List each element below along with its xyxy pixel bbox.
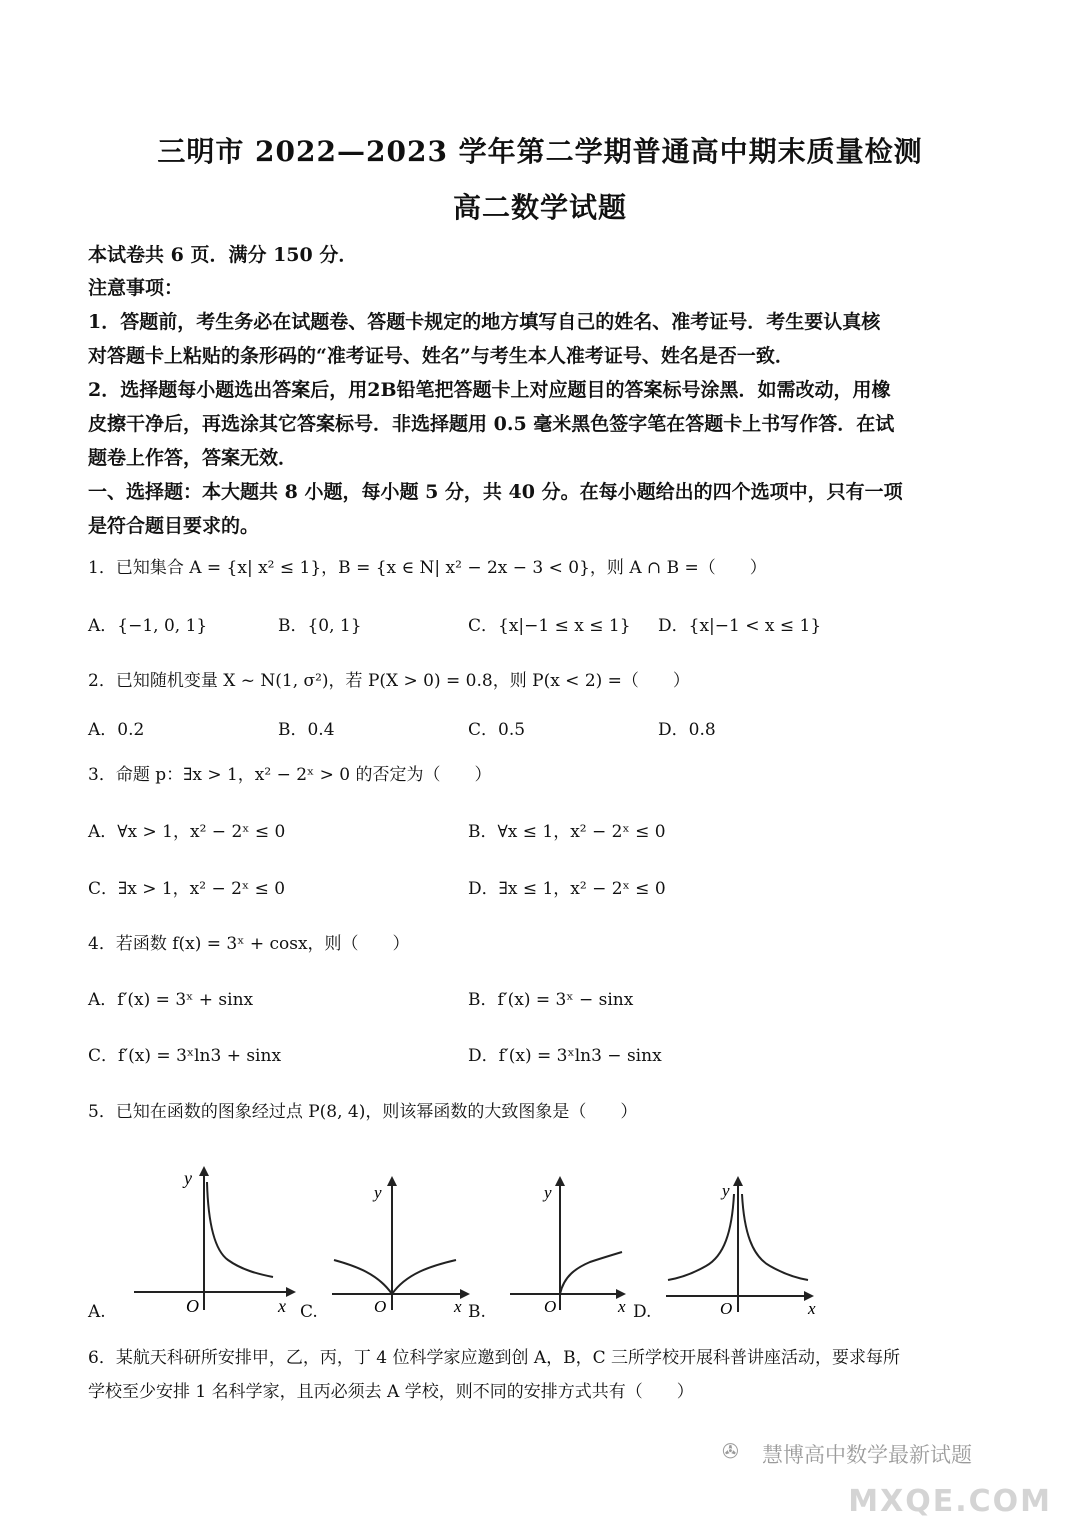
pages-score: 本试卷共 6 页．满分 150 分． xyxy=(88,244,358,266)
graph-d-curve-right xyxy=(742,1194,808,1280)
question-1-option-b: B．{0, 1} xyxy=(278,616,362,636)
graph-a-y-label: y xyxy=(184,1168,192,1188)
graph-a-x-label: x xyxy=(278,1296,286,1316)
question-5-graph-d xyxy=(662,1170,822,1320)
question-5-label-b: B. xyxy=(468,1302,486,1322)
watermark-site: MXQE.COM xyxy=(848,1484,1052,1519)
section-1-line-2: 是符合题目要求的。 xyxy=(88,515,260,537)
notice-title: 注意事项： xyxy=(88,277,184,299)
graph-a-svg xyxy=(128,1160,298,1320)
question-3-option-d: D．∃x ≤ 1，x² − 2ˣ ≤ 0 xyxy=(468,879,666,899)
exam-subtitle: 高二数学试题 xyxy=(452,191,627,224)
wechat-icon: ✇ xyxy=(722,1439,739,1463)
graph-b-svg xyxy=(506,1170,636,1320)
notice-2-line-2: 皮擦干净后，再选涂其它答案标号．非选择题用 0.5 毫米黑色签字笔在答题卡上书写作答．在试 xyxy=(88,413,895,435)
graph-c-x-label: x xyxy=(454,1297,462,1316)
question-6-line-2: 学校至少安排 1 名科学家，且丙必须去 A 学校，则不同的安排方式共有（ ） xyxy=(88,1382,694,1402)
graph-a-x-arrow xyxy=(286,1287,296,1297)
question-5-label-d: D. xyxy=(633,1302,652,1322)
graph-a-y-arrow xyxy=(199,1166,209,1176)
graph-d-y-label: y xyxy=(722,1181,730,1200)
question-5-label-c: C. xyxy=(300,1302,318,1322)
graph-b-x-label: x xyxy=(618,1297,626,1316)
graph-d-origin: O xyxy=(720,1299,733,1318)
question-3-stem: 3．命题 p：∃x > 1，x² − 2ˣ > 0 的否定为（ ） xyxy=(88,765,492,785)
question-3-option-b: B．∀x ≤ 1，x² − 2ˣ ≤ 0 xyxy=(468,822,666,842)
notice-2-line-1: 2．选择题每小题选出答案后，用2B铅笔把答题卡上对应题目的答案标号涂黑．如需改动，用橡 xyxy=(88,379,891,401)
graph-b-y-arrow xyxy=(555,1176,565,1186)
graph-c-svg xyxy=(326,1170,476,1320)
notice-1-line-1: 1．答题前，考生务必在试题卷、答题卡规定的地方填写自己的姓名、准考证号．考生要认真核 xyxy=(88,311,881,333)
question-1-option-d: D．{x|−1 < x ≤ 1} xyxy=(658,616,822,636)
graph-b-y-label: y xyxy=(544,1183,552,1202)
question-2-option-d: D．0.8 xyxy=(658,720,716,740)
question-1-stem: 1．已知集合 A = {x| x² ≤ 1}，B = {x ∈ N| x² − 2x − 3 < 0}，则 A ∩ B =（ ） xyxy=(88,558,767,578)
notice-1-line-2: 对答题卡上粘贴的条形码的“准考证号、姓名”与考生本人准考证号、姓名是否一致． xyxy=(88,345,794,367)
question-6-line-1: 6．某航天科研所安排甲，乙，丙，丁 4 位科学家应邀到创 A，B，C 三所学校开展科普讲座活动，要求每所 xyxy=(88,1348,901,1368)
question-5-graph-b xyxy=(506,1170,636,1320)
question-4-option-d: D．f′(x) = 3ˣln3 − sinx xyxy=(468,1046,662,1066)
question-5-stem: 5．已知在函数的图象经过点 P(8, 4)，则该幂函数的大致图象是（ ） xyxy=(88,1102,638,1122)
question-5-label-a: A. xyxy=(88,1302,106,1322)
question-1-option-a: A．{−1, 0, 1} xyxy=(88,616,208,636)
graph-b-origin: O xyxy=(544,1297,557,1316)
question-2-option-c: C．0.5 xyxy=(468,720,526,740)
question-3-option-c: C．∃x > 1，x² − 2ˣ ≤ 0 xyxy=(88,879,286,899)
graph-c-y-label: y xyxy=(374,1183,382,1202)
question-4-option-b: B．f′(x) = 3ˣ − sinx xyxy=(468,990,634,1010)
graph-d-y-arrow xyxy=(733,1176,743,1186)
question-4-option-a: A．f′(x) = 3ˣ + sinx xyxy=(88,990,254,1010)
graph-d-x-label: x xyxy=(808,1299,816,1318)
watermark-text: 慧博高中数学最新试题 xyxy=(762,1443,972,1467)
watermark xyxy=(722,1399,1052,1519)
question-5-graph-a xyxy=(128,1160,298,1320)
graph-c-origin: O xyxy=(374,1297,387,1316)
exam-title: 三明市 2022—2023 学年第二学期普通高中期末质量检测 xyxy=(157,135,923,168)
question-3-option-a: A．∀x > 1，x² − 2ˣ ≤ 0 xyxy=(88,822,286,842)
question-1-option-c: C．{x|−1 ≤ x ≤ 1} xyxy=(468,616,631,636)
question-4-stem: 4．若函数 f(x) = 3ˣ + cosx，则（ ） xyxy=(88,934,410,954)
question-2-option-b: B．0.4 xyxy=(278,720,335,740)
question-4-option-c: C．f′(x) = 3ˣln3 + sinx xyxy=(88,1046,282,1066)
graph-b-curve xyxy=(560,1252,622,1294)
question-2-stem: 2．已知随机变量 X ~ N(1, σ²)，若 P(X > 0) = 0.8，则 P(x < 2) =（ ） xyxy=(88,671,690,691)
graph-c-y-arrow xyxy=(387,1176,397,1186)
notice-2-line-3: 题卷上作答，答案无效． xyxy=(88,447,298,469)
graph-c-curve xyxy=(334,1260,456,1294)
question-5-graph-c xyxy=(326,1170,476,1320)
question-2-option-a: A．0.2 xyxy=(88,720,145,740)
graph-d-curve-left xyxy=(668,1194,734,1280)
section-1-line-1: 一、选择题：本大题共 8 小题，每小题 5 分，共 40 分。在每小题给出的四个选项中，只有一项 xyxy=(88,481,903,503)
graph-d-svg xyxy=(662,1170,822,1320)
graph-a-curve xyxy=(207,1182,273,1277)
graph-a-origin: O xyxy=(186,1296,199,1316)
